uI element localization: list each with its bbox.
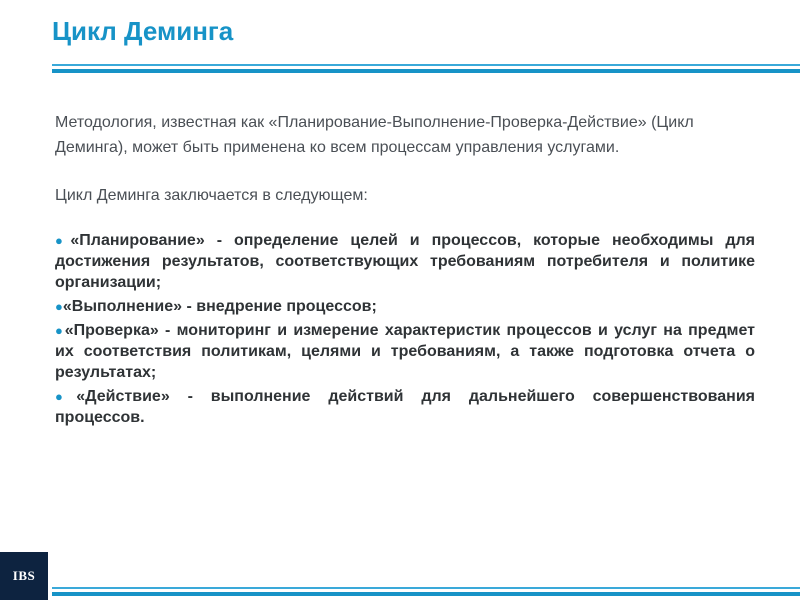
bullet-icon: ●	[55, 323, 65, 338]
bullet-item-act	[55, 386, 755, 428]
top-divider	[52, 64, 800, 73]
bullet-text: «Проверка» - мониторинг и измерение характеристик процессов и услуг на предмет их соответствия политикам, целями и требованиям, а также подготовка отчета о результатах;	[55, 322, 755, 381]
bottom-divider-thin-line	[52, 587, 800, 589]
bottom-divider-thick-line	[52, 592, 800, 596]
lead-paragraph: Цикл Деминга заключается в следующем:	[55, 187, 368, 204]
bullet-icon: ●	[55, 233, 71, 248]
bullet-text: «Выполнение» - внедрение процессов;	[62, 298, 377, 315]
bullet-icon: ●	[55, 389, 77, 404]
bottom-divider	[52, 587, 800, 596]
bullet-item-do	[55, 296, 755, 317]
bullet-list	[55, 230, 755, 428]
slide-title: Цикл Деминга	[52, 16, 234, 46]
bullet-text: «Планирование» - определение целей и процессов, которые необходимы для достижения результатов, соответствующих требованиям потребителя и политике организации;	[55, 232, 755, 291]
intro-paragraph: Методология, известная как «Планирование-Выполнение-Проверка-Действие» (Цикл Деминга), может быть применена ко всем процессам управления услугами.	[55, 114, 694, 156]
bullet-icon: ●	[55, 299, 63, 314]
bullet-text: «Действие» - выполнение действий для дальнейшего совершенствования процессов.	[55, 388, 755, 426]
top-divider-thick-line	[52, 69, 800, 73]
bullet-item-check	[55, 320, 755, 383]
slide-content	[55, 110, 755, 431]
top-divider-thin-line	[52, 64, 800, 66]
bullet-item-plan	[55, 230, 755, 293]
ibs-logo: IBS	[0, 552, 48, 600]
